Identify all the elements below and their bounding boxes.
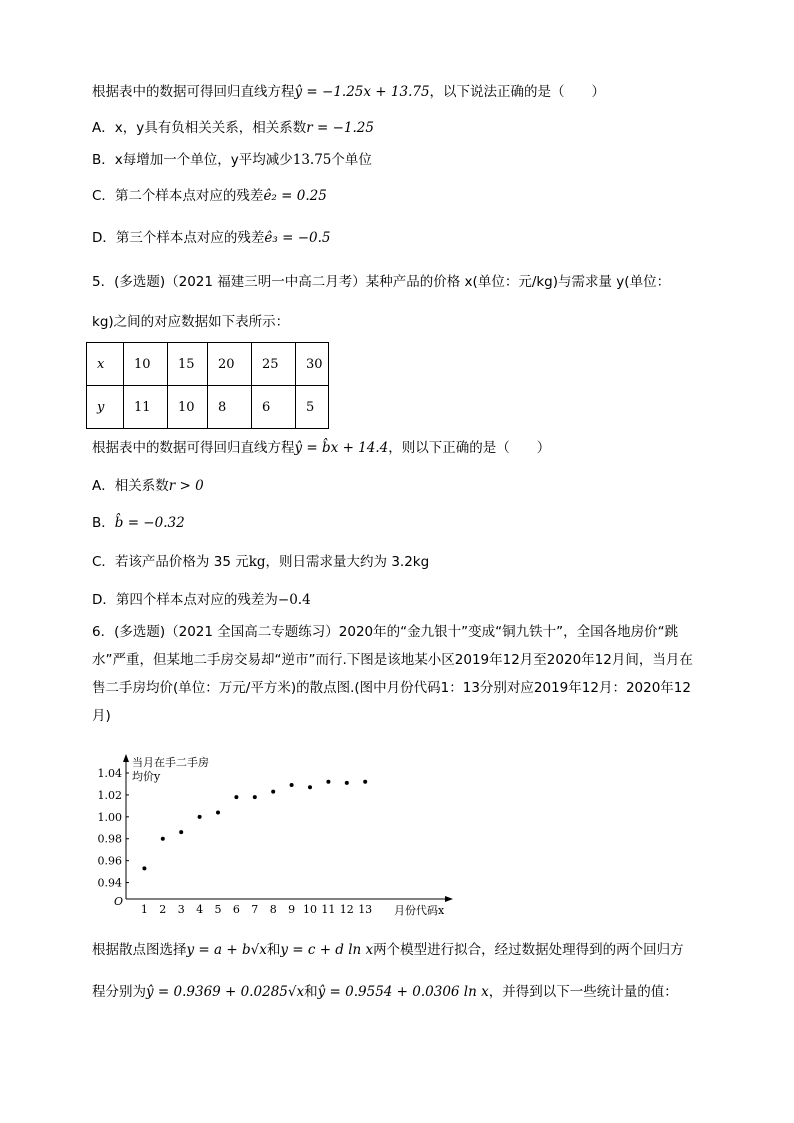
q6-paragraph: 6．(多选题)（2021 全国高二专题练习）2020年的“金九银十”变成“铜九铁十”，全国各地房价“跳水”严重，但某地二手房交易却“逆市”而行.下图是该地某小区2019年12月至2020年12月间，当月在售二手房均价(单位：万元/平方米)的散点图.(图中月份代码1：13分别对应2019年12月：2020年12月) [92,624,693,724]
x-tick-label: 5 [214,903,222,916]
data-point [290,783,294,787]
table-cell: 10 [168,386,208,429]
table-row [87,386,329,429]
x-tick-label: 3 [177,903,185,916]
x-tick-label: 7 [251,903,259,916]
x-tick-label: 2 [159,903,167,916]
x-tick-label: 6 [232,903,240,916]
data-point [363,780,367,784]
table-header-y: y [87,386,124,429]
q5-option-a: A．相关系数r > 0 [92,478,204,494]
x-tick-label: 13 [358,903,373,916]
x-axis-label: 月份代码x [394,904,445,917]
table-cell: 15 [168,343,208,386]
y-axis-label-line2: 均价y [132,770,161,783]
q5-regression-equation: ŷ = b̂x + 14.4 [294,440,389,456]
y-tick-label: 1.04 [97,767,122,780]
y-tick-label: 1.02 [97,788,122,802]
table-row [87,343,329,386]
q5-stem: 根据表中的数据可得回归直线方程ŷ = b̂x + 14.4，则以下正确的是（ ） [92,440,551,456]
data-point [326,780,330,784]
table-cell: 10 [124,343,168,386]
origin-label: O [114,895,124,908]
data-point [198,815,202,819]
y-axis-arrow [123,754,129,762]
q5-option-d: D．第四个样本点对应的残差为−0.4 [92,592,311,608]
chart-axes [123,754,453,902]
table-cell: 6 [252,386,296,429]
y-tick-label: 0.98 [97,832,122,846]
data-point [345,781,349,785]
data-point [271,790,275,794]
q6-equations-line: 程分别为ŷ = 0.9369 + 0.0285√x和ŷ = 0.9554 + 0.0306 ln x，并得到以下一些统计量的值： [92,984,678,1000]
x-tick-label: 11 [321,903,336,916]
x-tick-label: 9 [288,903,296,916]
q4-option-c: C．第二个样本点对应的残差ê₂ = 0.25 [92,188,327,204]
table-cell: 25 [252,343,296,386]
q6-models-line: 根据散点图选择y = a + b√x和y = c + d ln x两个模型进行拟合，经过数据处理得到的两个回归方 [92,942,684,958]
q5-stem-line1: 5．(多选题)（2021 福建三明一中高二月考）某种产品的价格 x(单位：元/kg)与需求量 y(单位： [92,274,671,290]
x-tick-label: 10 [303,903,317,916]
y-axis-label-line1: 当月在手二手房 [132,756,209,769]
q5-stem-line2: kg)之间的对应数据如下表所示： [92,314,290,330]
table-cell: 20 [208,343,252,386]
q4-option-b: B．x每增加一个单位，y平均减少13.75个单位 [92,152,372,168]
data-point [142,866,146,870]
x-ticks [141,903,372,916]
x-tick-label: 1 [140,903,148,916]
data-point [234,795,238,799]
q5-option-b: B．b̂ = −0.32 [92,515,185,531]
q4-stem: 根据表中的数据可得回归直线方程ŷ = −1.25x + 13.75，以下说法正确的是（ ） [92,84,606,100]
data-point [161,837,165,841]
x-tick-label: 12 [339,903,354,916]
q4-option-a: A．x，y具有负相关关系，相关系数r = −1.25 [92,120,374,136]
table-header-x: x [87,343,124,386]
table-cell: 11 [124,386,168,429]
table-cell: 8 [208,386,252,429]
data-point [216,810,220,814]
x-tick-label: 4 [196,903,204,916]
scatter-chart [96,748,466,918]
y-tick-label: 0.94 [97,876,122,890]
data-point [308,785,312,789]
table-cell: 30 [296,343,329,386]
data-points [142,780,367,871]
q5-data-table [86,342,329,429]
q4-option-d: D．第三个样本点对应的残差ê₃ = −0.5 [92,230,331,246]
x-tick-label: 8 [269,903,277,916]
table-cell: 5 [296,386,329,429]
y-ticks [98,767,130,890]
y-tick-label: 0.96 [97,854,122,868]
y-tick-label: 1.00 [97,810,122,824]
data-point [179,830,183,834]
q5-option-c: C．若该产品价格为 35 元kg，则日需求量大约为 3.2kg [92,554,430,570]
q4-regression-equation: ŷ = −1.25x + 13.75 [294,84,430,100]
data-point [253,795,257,799]
x-axis-arrow [445,896,453,902]
